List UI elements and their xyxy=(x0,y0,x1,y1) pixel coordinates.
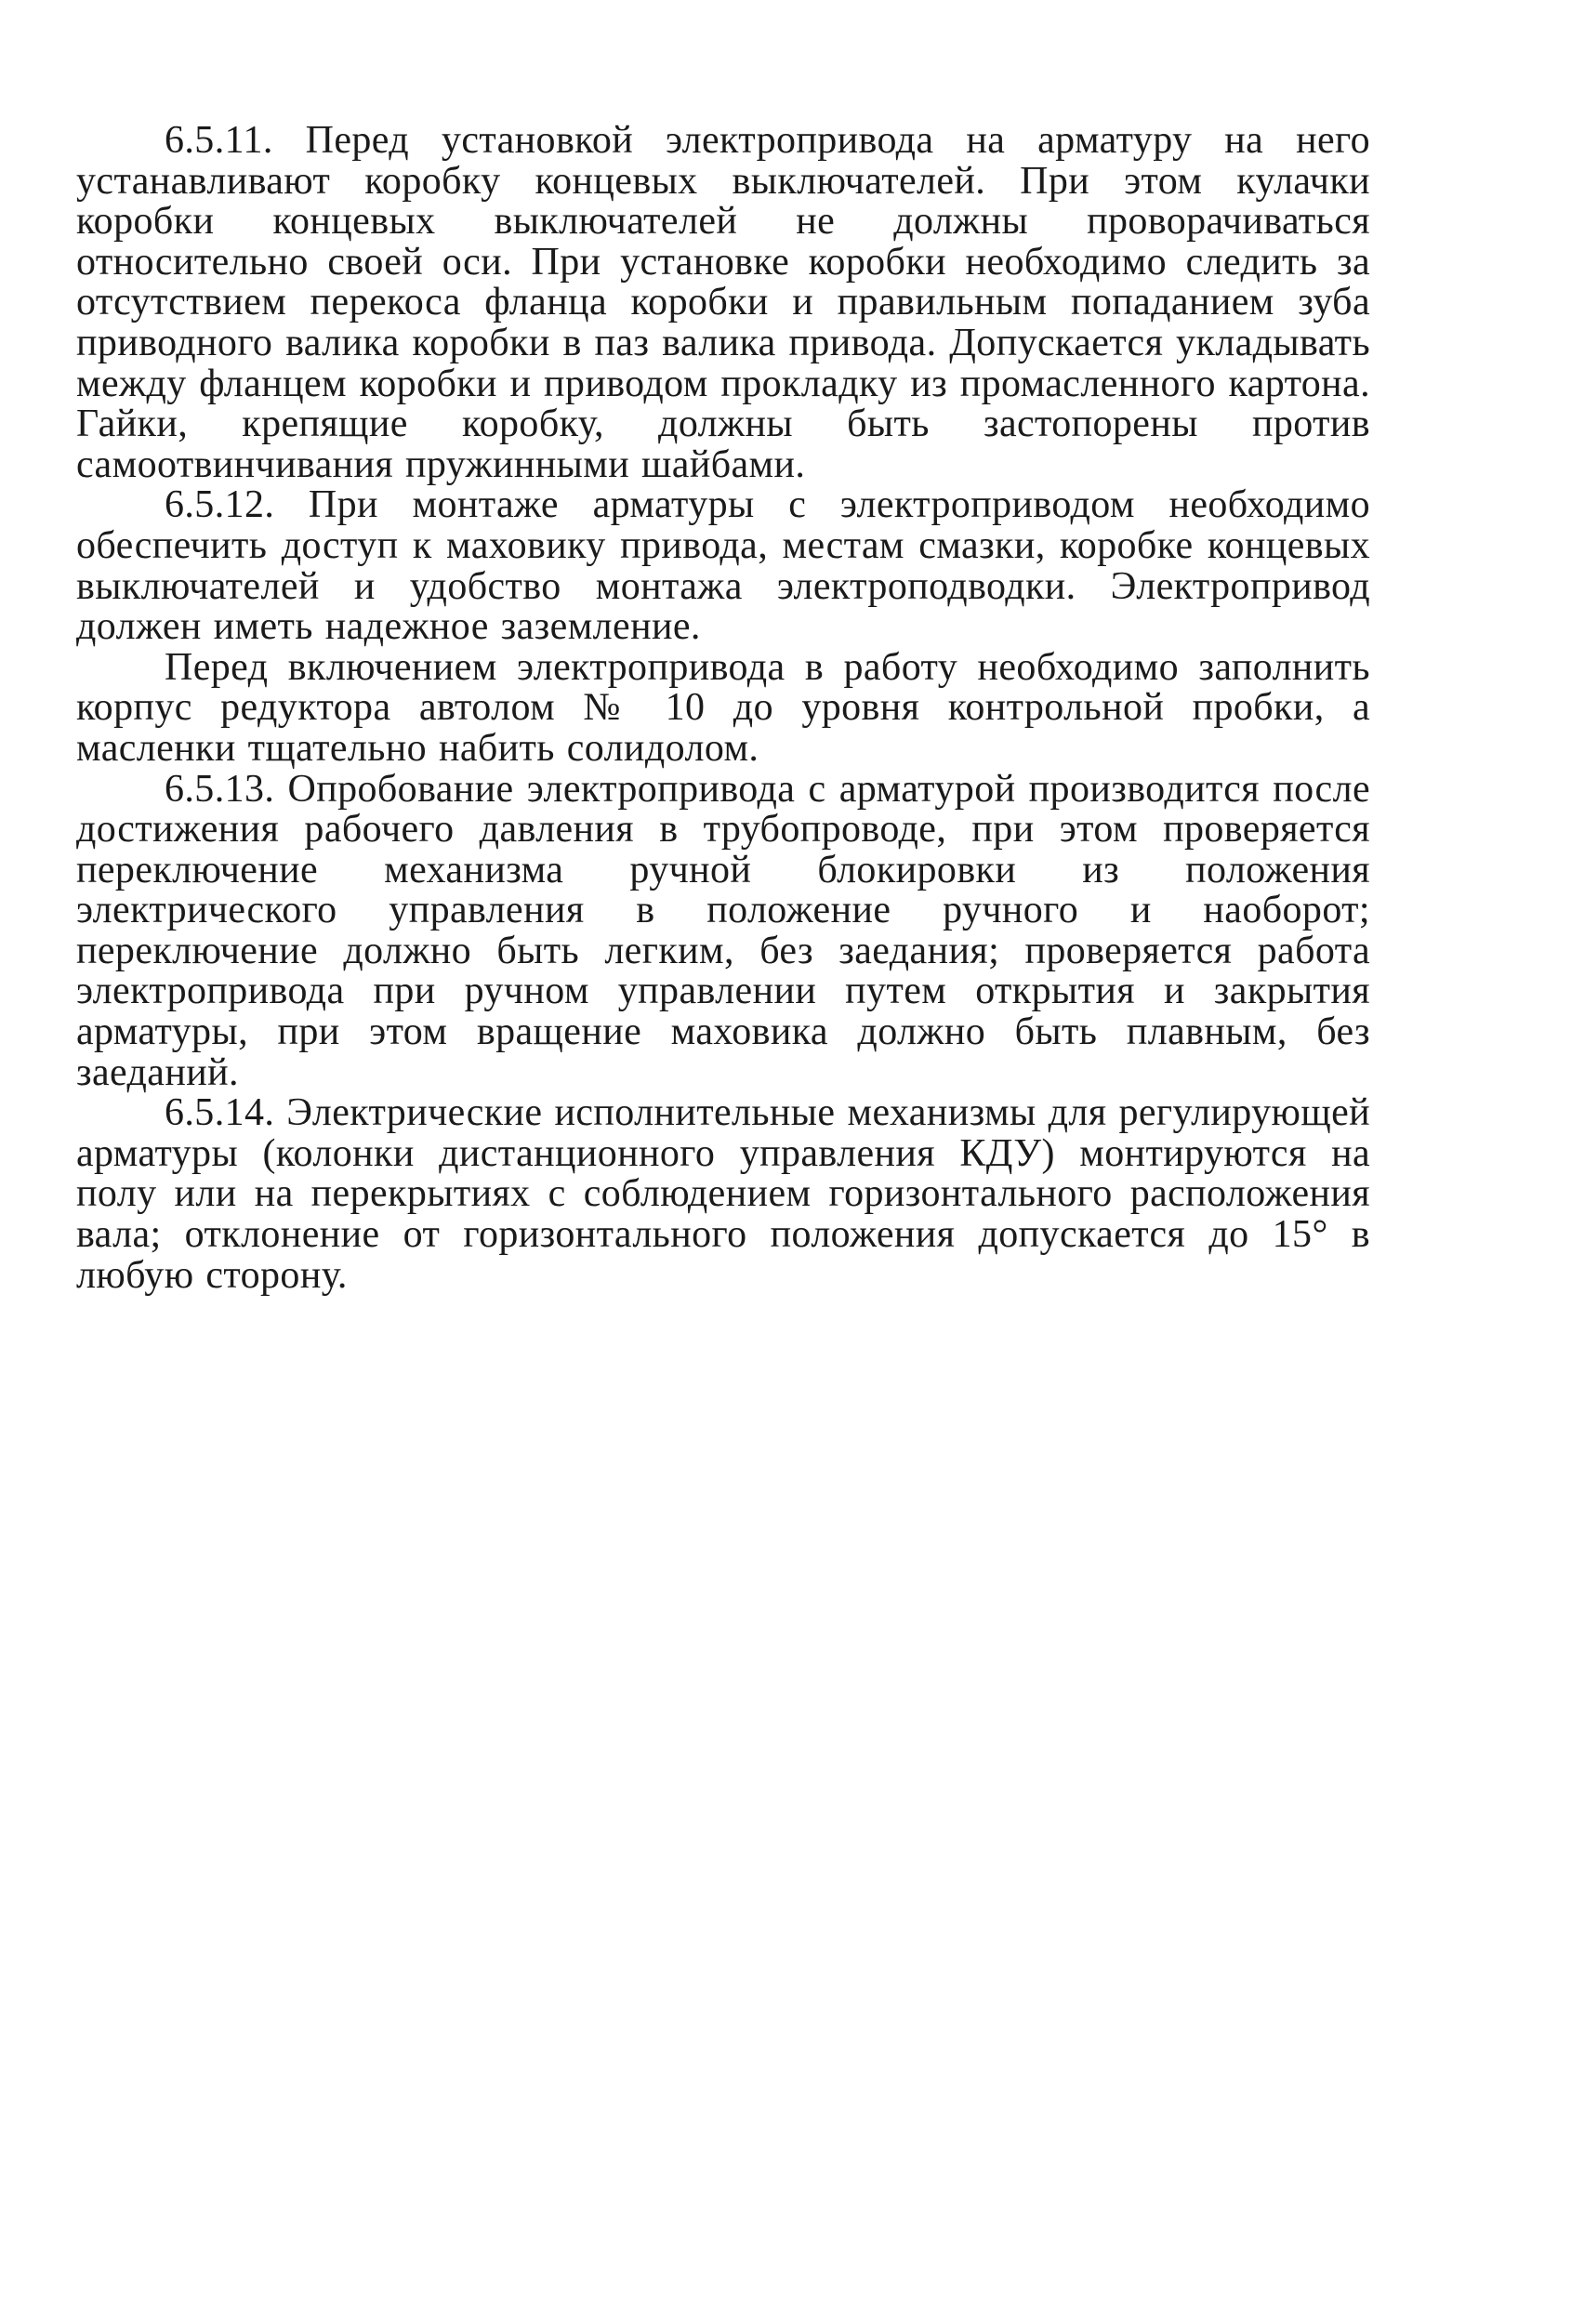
paragraph-lubrication: Перед включением электропривода в работу необходимо заполнить корпус редуктора автолом № 10 до уровня контрольной пробки, а масленки тщательно набить солидолом. xyxy=(76,645,1370,770)
text-block xyxy=(76,121,1370,1296)
paragraph-6-5-11: 6.5.11. Перед установкой электропривода на арматуру на него устанавливают коробку концевых выключателей. При этом кулачки коробки концевых выключателей не должны проворачиваться относительно своей оси. При установке коробки необходимо следить за отсутствием перекоса фланца коробки и правильным попаданием зуба приводного валика коробки в паз валика привода. Допускается укладывать между фланцем коробки и приводом прокладку из промасленного картона. Гайки, крепящие коробку, должны быть застопорены против самоотвинчивания пружинными шайбами. xyxy=(76,119,1370,486)
paragraph-6-5-13: 6.5.13. Опробование электропривода с арматурой производится после достижения рабочего давления в трубопроводе, при этом проверяется переключение механизма ручной блокировки из положения электрического управления в положение ручного и наоборот; переключение должно быть легким, без заедания; проверяется работа электропривода при ручном управлении путем открытия и закрытия арматуры, при этом вращение маховика должно быть плавным, без заеданий. xyxy=(76,767,1370,1094)
paragraph-6-5-14: 6.5.14. Электрические исполнительные механизмы для регулирующей арматуры (колонки дистанционного управления КДУ) монтируются на полу или на перекрытиях с соблюдением горизонтального расположения вала; отклонение от горизонтального положения допускается до 15° в любую сторону. xyxy=(76,1091,1370,1297)
paragraph-6-5-12: 6.5.12. При монтаже арматуры с электроприводом необходимо обеспечить доступ к маховику привода, местам смазки, коробке концевых выключателей и удобство монтажа электроподводки. Электропривод должен иметь надежное заземление. xyxy=(76,483,1370,649)
